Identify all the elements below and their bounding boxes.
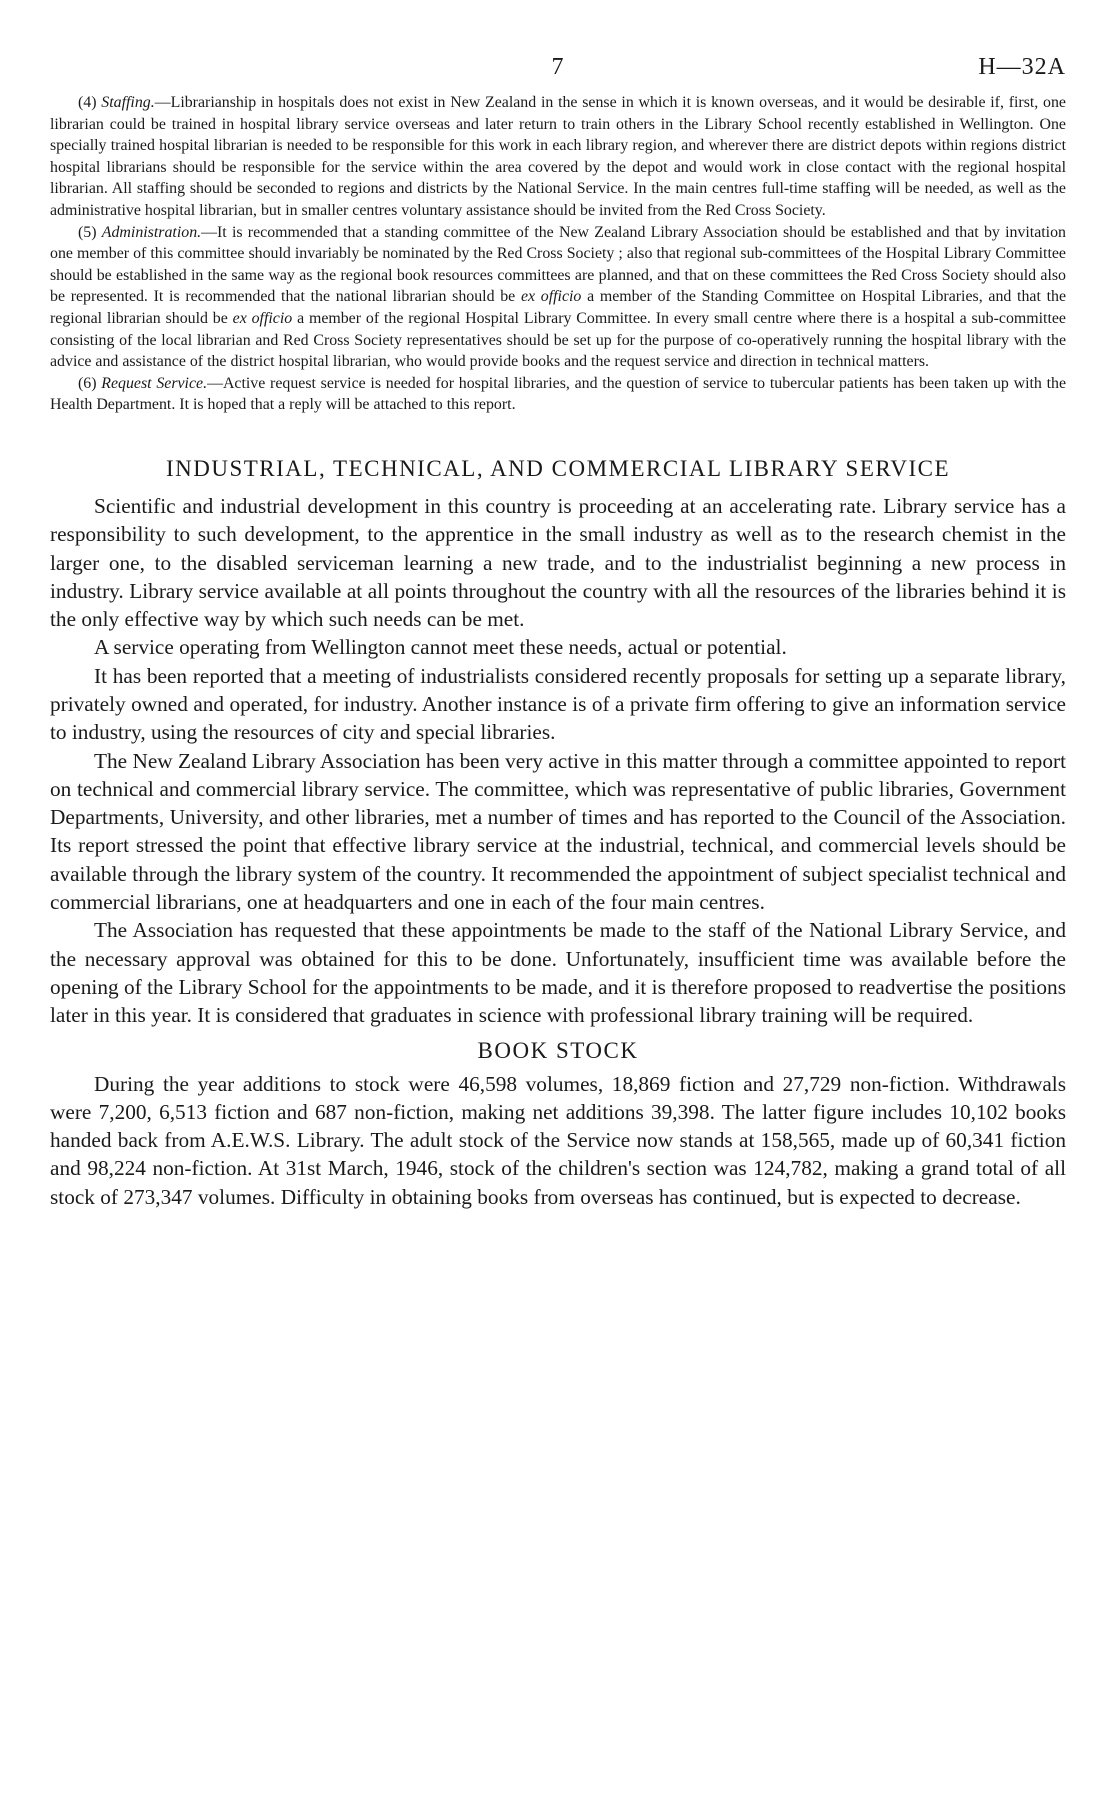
- latin-term: ex officio: [520, 288, 582, 306]
- document-reference: H—32A: [978, 54, 1066, 80]
- page-number: 7: [551, 54, 565, 80]
- paragraph-title: Administration.: [101, 223, 202, 241]
- latin-term: ex officio: [232, 309, 293, 327]
- paragraph-request-service: [50, 373, 1066, 416]
- industrial-section-body: [50, 492, 1066, 1030]
- paragraph-text: —It is recommended that a standing committee of the New Zealand Library Association should be established and that by invitation one member of this committee should invariably be nominated by the Red Cross Society ; also that regional sub-committees of the Hospital Library Committee should be established in the same way as the regional book resources committees are planned, and that on these committees the Red Cross Society should also be represented. It is recommended that the national librarian should be: [50, 223, 1066, 306]
- paragraph-text: a member of the regional Hospital Library Committee. In every small centre where there is a hospital a sub-committee consisting of the local librarian and Red Cross Society representatives should be set up for the purpose of co-operatively running the hospital library with the advice and assistance of the district hospital librarian, who would provide books and the request service and direction in technical matters.: [50, 309, 1066, 371]
- paragraph-label: (5): [78, 223, 97, 241]
- paragraph-text: a member of the Standing Committee on Hospital Libraries, and that the regional librarian should be: [50, 288, 1066, 327]
- page-header: [50, 48, 1066, 92]
- body-paragraph: A service operating from Wellington cannot meet these needs, actual or potential.: [94, 635, 787, 660]
- hospital-library-section: [50, 92, 1066, 416]
- paragraph-text: —Active request service is needed for hospital libraries, and the question of service to tubercular patients has been taken up with the Health Department. It is hoped that a reply will be attached to this report.: [50, 374, 1066, 414]
- body-paragraph: The Association has requested that these appointments be made to the staff of the National Library Service, and the necessary approval was obtained for this to be done. Unfortunately, insufficient time was available before the opening of the Library School for the appointments to be made, and it is therefore proposed to readvertise the positions later in this year. It is considered that graduates in science with professional library training will be required.: [50, 918, 1066, 1028]
- body-paragraph: During the year additions to stock were 46,598 volumes, 18,869 fiction and 27,729 non-fiction. Withdrawals were 7,200, 6,513 fiction and 687 non-fiction, making net additions 39,398. The latter figure includes 10,102 books handed back from A.E.W.S. Library. The adult stock of the Service now stands at 158,565, made up of 60,341 fiction and 98,224 non-fiction. At 31st March, 1946, stock of the children's section was 124,782, making a grand total of all stock of 273,347 volumes. Difficulty in obtaining books from overseas has continued, but is expected to decrease.: [50, 1071, 1066, 1209]
- paragraph-staffing: [50, 92, 1066, 222]
- paragraph-administration: [50, 222, 1066, 373]
- paragraph-title: Request Service.: [101, 374, 208, 392]
- body-paragraph: The New Zealand Library Association has been very active in this matter through a committee appointed to report on technical and commercial library service. The committee, which was representative of public libraries, Government Departments, University, and other libraries, met a number of times and has reported to the Council of the Association. Its report stressed the point that effective library service at the industrial, technical, and commercial levels should be available through the library system of the country. It recommended the appointment of subject specialist technical and commercial librarians, one at headquarters and one in each of the four main centres.: [50, 748, 1066, 915]
- book-stock-section-body: [50, 1070, 1066, 1211]
- section-heading-industrial: INDUSTRIAL, TECHNICAL, AND COMMERCIAL LIBRARY SERVICE: [165, 455, 951, 481]
- body-paragraph: Scientific and industrial development in this country is proceeding at an accelerating rate. Library service has a responsibility to such development, to the apprentice in the small industry as well as to the research chemist in the larger one, to the disabled serviceman learning a new trade, and to the industrialist beginning a new process in industry. Library service available at all points throughout the country with all the resources of the libraries behind it is the only effective way by which such needs can be met.: [50, 493, 1066, 632]
- paragraph-title: Staffing.: [101, 94, 155, 111]
- section-heading-book-stock: BOOK STOCK: [477, 1037, 639, 1063]
- paragraph-label: (4): [78, 94, 97, 111]
- body-paragraph: It has been reported that a meeting of industrialists considered recently proposals for setting up a separate library, privately owned and operated, for industry. Another instance is of a private firm offering to give an information service to industry, using the resources of city and special libraries.: [50, 663, 1066, 745]
- paragraph-text: —Librarianship in hospitals does not exist in New Zealand in the sense in which it is known overseas, and it would be desirable if, first, one librarian could be trained in hospital library service overseas and later return to train others in the Library School recently established in Wellington. One specially trained hospital librarian is needed to be responsible for this work in each library region, and wherever there are district depots within regions district hospital librarians should be responsible for the service within the area covered by the depot and would work in close contact with the regional hospital librarian. All staffing should be seconded to regions and districts by the National Service. In the main centres full-time staffing will be needed, as well as the administrative hospital librarian, but in smaller centres voluntary assistance should be invited from the Red Cross Society.: [50, 94, 1066, 219]
- paragraph-label: (6): [78, 374, 97, 392]
